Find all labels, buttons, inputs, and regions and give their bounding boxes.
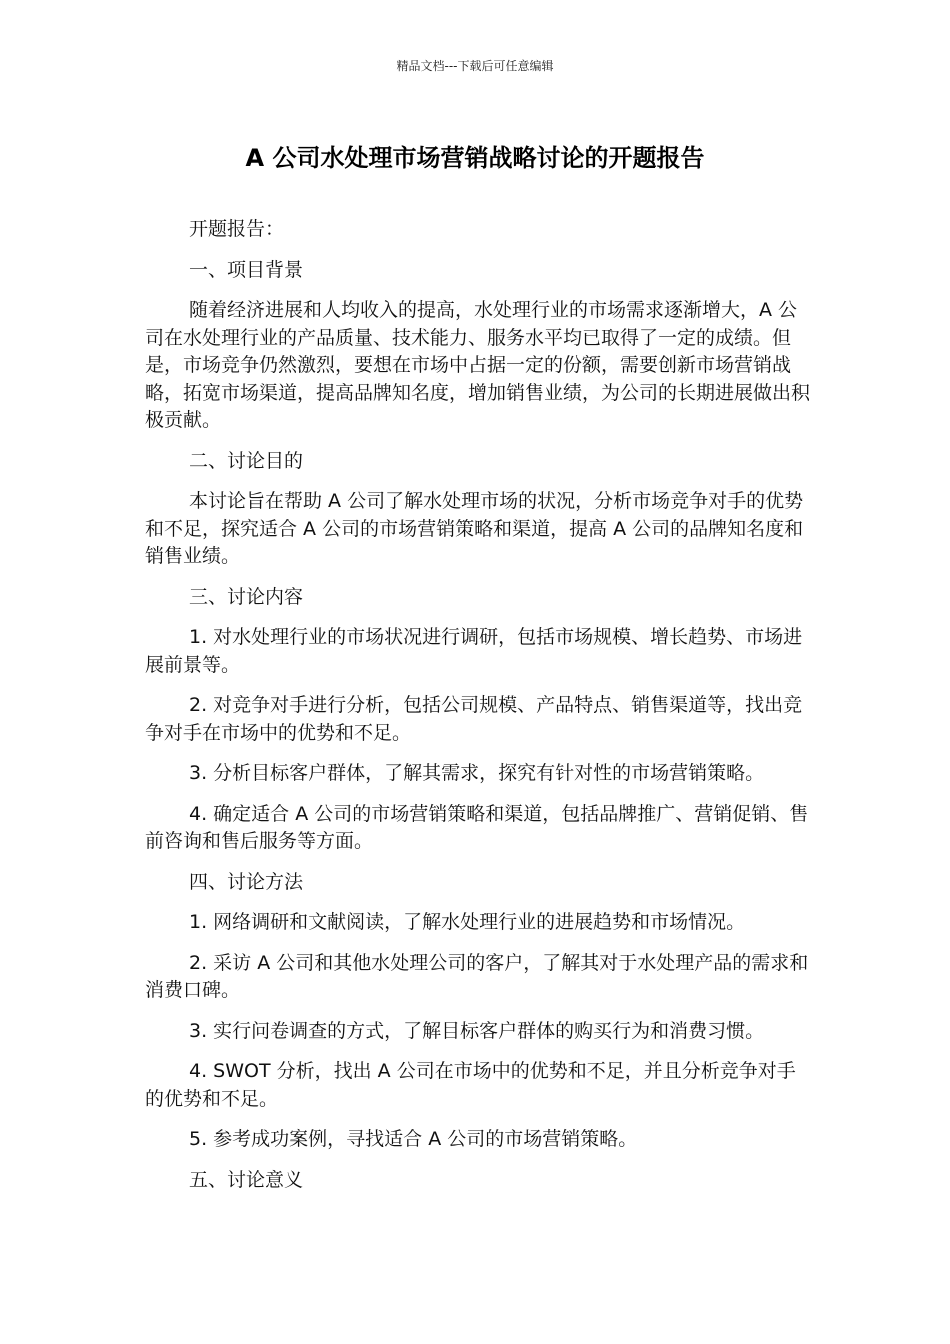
document-title: A 公司水处理市场营销战略讨论的开题报告 — [245, 144, 705, 172]
list-item-content-3: 3. 分析目标客户群体，了解其需求，探究有针对性的市场营销策略。 — [189, 762, 765, 784]
paragraph-background: 随着经济进展和人均收入的提高，水处理行业的市场需求逐渐增大，A 公司在水处理行业的产品质量、技术能力、服务水平均已取得了一定的成绩。但是，市场竞争仍然激烈，要想在市场中占据一定的份额，需要创新市场营销战略，拓宽市场渠道，提高品牌知名度，增加销售业绩，为公司的长期进展做出积极贡献。 — [145, 299, 811, 431]
list-item-content-1: 1. 对水处理行业的市场状况进行调研，包括市场规模、增长趋势、市场进展前景等。 — [145, 626, 803, 676]
list-item-content-2: 2. 对竞争对手进行分析，包括公司规模、产品特点、销售渠道等，找出竞争对手在市场中的优势和不足。 — [145, 694, 803, 744]
list-item-method-4: 4. SWOT 分析，找出 A 公司在市场中的优势和不足，并且分析竞争对手的优势和不足。 — [145, 1060, 796, 1110]
list-item-method-5: 5. 参考成功案例，寻找适合 A 公司的市场营销策略。 — [189, 1128, 638, 1150]
list-item-content-4: 4. 确定适合 A 公司的市场营销策略和渠道，包括品牌推广、营销促销、售前咨询和售后服务等方面。 — [145, 802, 809, 852]
paragraph-intro-label: 开题报告： — [189, 218, 285, 240]
section-heading-purpose: 二、讨论目的 — [189, 449, 304, 472]
list-item-method-2: 2. 采访 A 公司和其他水处理公司的客户，了解其对于水处理产品的需求和消费口碑。 — [145, 951, 809, 1001]
page-header-note: 精品文档---下载后可任意编辑 — [396, 59, 554, 73]
section-heading-background: 一、项目背景 — [189, 258, 304, 281]
section-heading-methods: 四、讨论方法 — [189, 870, 304, 893]
list-item-method-1: 1. 网络调研和文献阅读，了解水处理行业的进展趋势和市场情况。 — [189, 911, 746, 933]
list-item-method-3: 3. 实行问卷调查的方式，了解目标客户群体的购买行为和消费习惯。 — [189, 1019, 765, 1042]
section-heading-content: 三、讨论内容 — [189, 585, 304, 608]
paragraph-purpose: 本讨论旨在帮助 A 公司了解水处理市场的状况，分析市场竞争对手的优势和不足，探究适合 A 公司的市场营销策略和渠道，提高 A 公司的品牌知名度和销售业绩。 — [145, 490, 804, 567]
document-body — [145, 216, 810, 1207]
section-heading-significance: 五、讨论意义 — [189, 1168, 304, 1191]
